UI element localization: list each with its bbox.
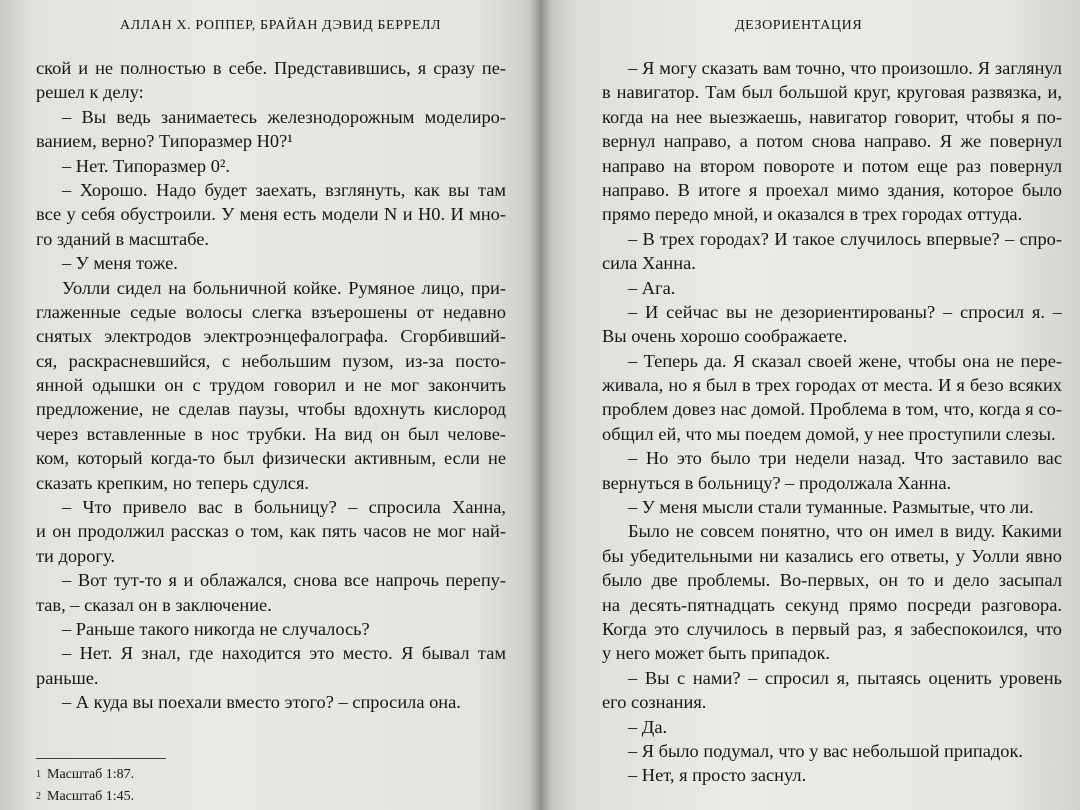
footnote-mark: 1 [36,769,41,780]
text-line: – Вы ведь занимаетесь железнодорожным моделиро- [62,106,506,127]
text-line: – В трех городах? И такое случилось впервые? – спро- [628,228,1062,249]
text-line: прямо передо мной, и оказался в трех городах оттуда. [602,204,1023,225]
text-line: раньше. [36,667,99,688]
text-line: – Хорошо. Надо будет заехать, взглянуть, как вы там [62,179,506,200]
text-line: Когда это случилось в первый раз, я забеспокоился, что [602,618,1062,639]
text-line: янной одышки он с трудом говорил и не мог закончить [36,375,506,396]
text-line: проблем довез нас домой. Проблема в том, что, когда я со- [602,399,1062,420]
text-line: было две проблемы. Во-первых, он то и дело засыпал [602,570,1062,591]
text-line: тав, – сказал он в заключение. [36,594,272,615]
text-line: вернуться в больницу? – продолжала Ханна. [602,472,952,493]
footnote-text: Масштаб 1:45. [47,789,135,804]
right-page-text [602,56,1062,788]
text-line: – Да. [628,716,668,737]
text-line: – Я могу сказать вам точно, что произошло. Я заглянул [628,58,1062,78]
text-line: ся, раскрасневшийся, с небольшим пузом, из-за посто- [36,350,506,371]
text-line: общил ей, что мы поедем домой, у нее проступили слезы. [602,423,1056,444]
text-line: у него может быть припадок. [602,643,831,664]
footnotes [36,764,134,808]
text-line: – Вот тут-то я и облажался, снова все напрочь перепу- [62,570,506,591]
text-line: и он продолжил рассказ о том, как пять часов не мог най- [36,521,506,542]
text-line: – Нет. Типоразмер 0². [62,155,231,176]
text-line: направо. В итоге я проехал мимо здания, которое было [602,179,1062,200]
right-page [540,0,1080,810]
text-line: снятых электродов электроэнцефалографа. Сгорбивший- [36,326,506,347]
text-line: вернул направо, а потом снова направо. Я же повернул [602,131,1062,152]
left-running-head: АЛЛАН Х. РОППЕР, БРАЙАН ДЭВИД БЕРРЕЛЛ [120,18,442,33]
text-line: все у себя обустроили. У меня есть модели N и H0. И мно- [36,204,506,225]
text-line: направо на втором повороте и потом еще раз повернул [602,155,1062,176]
text-line: – Нет. Я знал, где находится это место. Я бывал там [62,643,506,664]
text-line: – Вы с нами? – спросил я, пытаясь оценить уровень [628,667,1062,688]
text-line: сказать крепким, но теперь сдулся. [36,472,310,493]
text-line: ти дорогу. [36,545,115,566]
book-gutter [528,0,552,810]
text-line: Вы очень хорошо соображаете. [602,326,848,347]
footnote [36,786,134,808]
footnote [36,764,134,786]
text-line: – Я было подумал, что у вас небольшой припадок. [628,740,1024,761]
text-line: – Раньше такого никогда не случалось? [62,618,370,639]
text-line: ванием, верно? Типоразмер H0?¹ [36,131,293,152]
text-line: – Теперь да. Я сказал своей жене, чтобы она не пере- [628,350,1062,371]
text-line: его сознания. [602,692,707,713]
text-line: когда на нее выезжаешь, навигатор говорит, чтобы я по- [602,106,1062,127]
text-line: Уолли сидел на больничной койке. Румяное лицо, при- [62,277,506,298]
text-line: через вставленные в нос трубки. На вид он был челове- [36,423,506,444]
text-line: – Но это было три недели назад. Что заставило вас [628,448,1062,469]
text-line: в навигатор. Там был большой круг, круговая развязка, и, [602,82,1062,103]
text-line: – А куда вы поехали вместо этого? – спросила она. [62,692,461,713]
text-line: – Нет, я просто заснул. [628,765,807,786]
text-line: го зданий в масштабе. [36,228,210,249]
text-line: сила Ханна. [602,253,696,274]
text-line: – И сейчас вы не дезориентированы? – спросил я. – [628,301,1062,322]
text-line: на десять-пятнадцать секунд прямо посреди разговора. [602,594,1062,615]
text-line: предложение, не сделав паузы, чтобы вдохнуть кислород [36,399,506,420]
right-running-head: ДЕЗОРИЕНТАЦИЯ [735,18,863,33]
text-line: – Ага. [628,277,676,298]
footnote-text: Масштаб 1:87. [47,767,135,782]
text-line: бы убедительными ни казались его ответы, у Уолли явно [602,545,1062,566]
text-line: – У меня мысли стали туманные. Размытые, что ли. [628,497,1034,518]
left-page-text [36,56,506,715]
text-line: живала, но я был в трех городах от места. И я безо всяких [602,375,1062,396]
text-line: ской и не полностью в себе. Представившись, я сразу пе- [36,58,506,78]
text-line: глаженные седые волосы слегка взъерошены от недавно [36,301,506,322]
text-line: – У меня тоже. [62,253,178,274]
text-line: ком, который когда-то был физически активным, если не [36,448,506,469]
text-line: решел к делу: [36,82,144,103]
text-line: Было не совсем понятно, что он имел в виду. Какими [628,521,1062,542]
footnote-mark: 2 [36,791,41,802]
text-line: – Что привело вас в больницу? – спросила Ханна, [62,497,506,518]
footnote-rule [36,758,166,759]
